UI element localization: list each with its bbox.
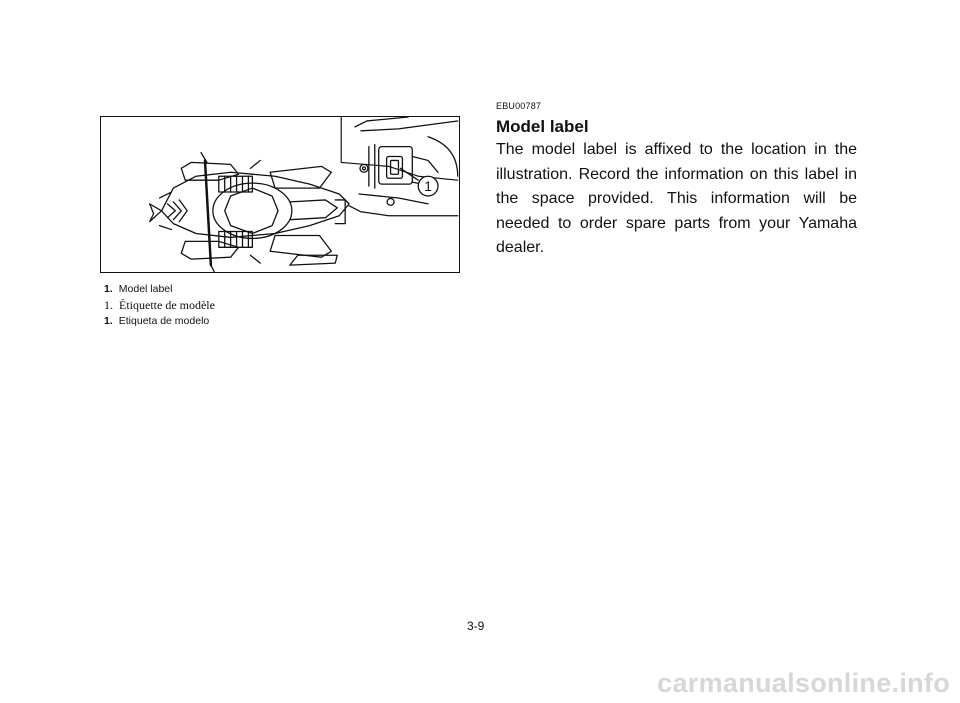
- page-number: 3-9: [467, 619, 485, 633]
- caption-number: 1.: [104, 315, 113, 327]
- caption-text: Model label: [118, 283, 173, 295]
- caption-number: 1.: [104, 283, 113, 295]
- caption-number: 1.: [104, 298, 113, 312]
- atv-illustration: [100, 116, 460, 273]
- caption-english: [104, 281, 215, 297]
- caption-french: [104, 297, 215, 313]
- caption-spanish: [104, 313, 215, 329]
- section-body: The model label is affixed to the location in the illustration. Record the information on this label in the space provided. This information will be needed to order spare parts from your Yamaha dealer.: [496, 141, 857, 256]
- figure-captions: [104, 281, 215, 329]
- caption-text: Etiqueta de modelo: [118, 315, 210, 327]
- caption-text: Étiquette de modèle: [119, 298, 215, 312]
- watermark: carmanualsonline.info: [657, 668, 950, 698]
- section-code: EBU00787: [496, 101, 542, 111]
- section-heading: Model label: [496, 117, 589, 136]
- atv-top-view-drawing: [101, 117, 459, 272]
- callout-number: 1: [424, 178, 432, 195]
